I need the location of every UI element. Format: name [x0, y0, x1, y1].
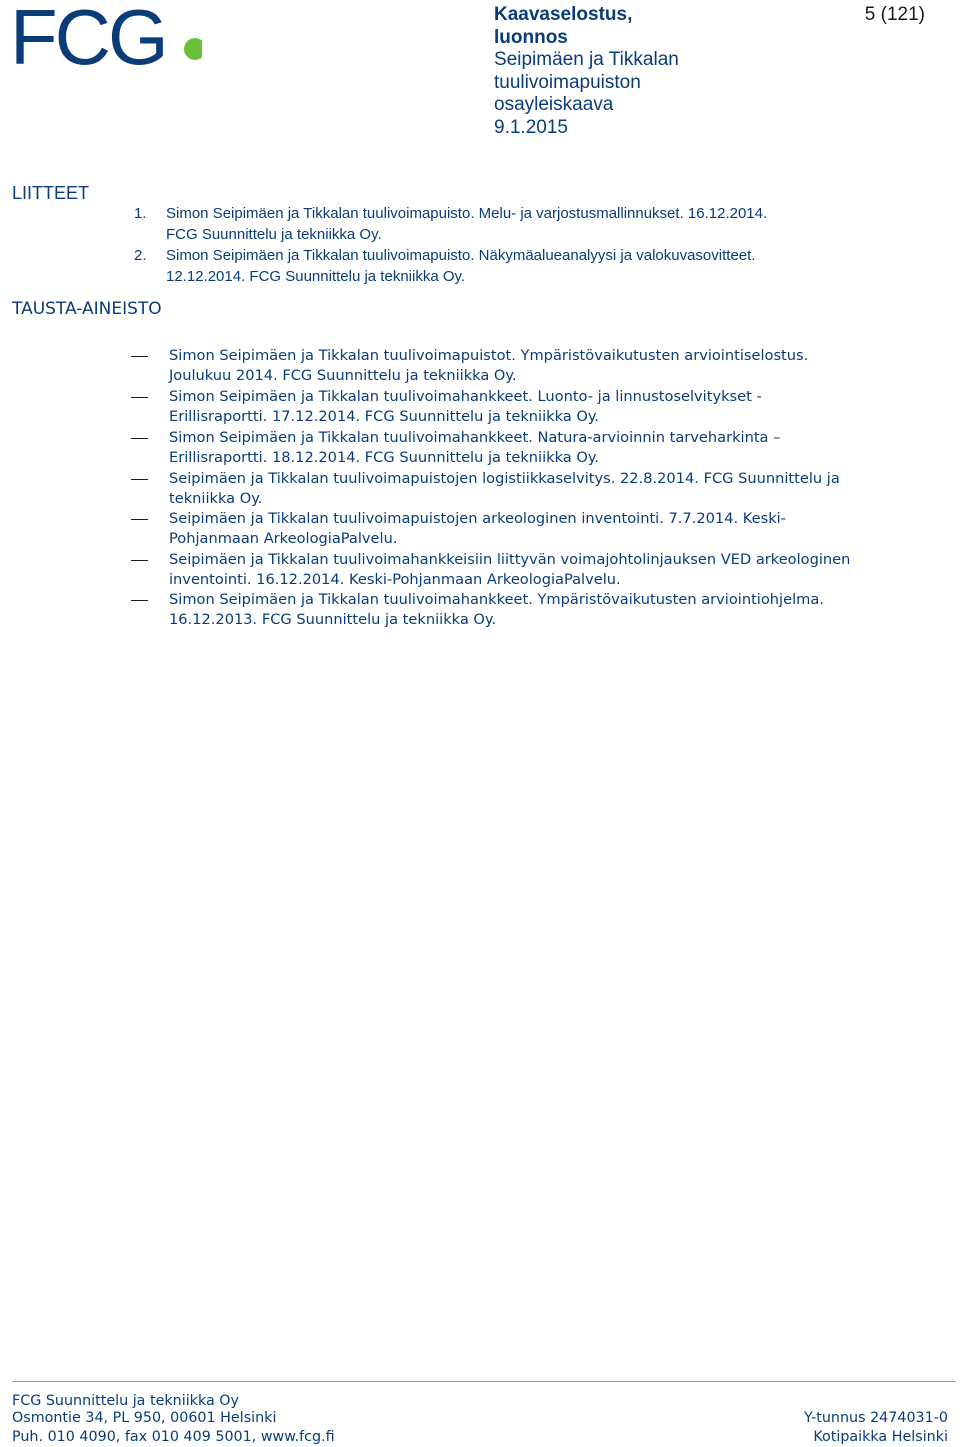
- title-line: Seipimäen ja Tikkalan: [494, 49, 679, 70]
- background-line: Simon Seipimäen ja Tikkalan tuulivoimahankkeet. Luonto- ja linnustoselvitykset -: [169, 388, 762, 405]
- background-line: Simon Seipimäen ja Tikkalan tuulivoimapuistot. Ympäristövaikutusten arviointiselostus.: [169, 347, 809, 364]
- background-line: 16.12.2013. FCG Suunnittelu ja tekniikka Oy.: [169, 611, 497, 629]
- page-number: 5 (121): [864, 4, 925, 25]
- title-line: luonnos: [494, 26, 568, 48]
- background-material-heading: TAUSTA-AINEISTO: [12, 299, 162, 319]
- dash-bullet: [131, 356, 148, 357]
- dash-bullet: [131, 438, 148, 439]
- title-line: 9.1.2015: [494, 116, 568, 138]
- attachment-line: 12.12.2014. FCG Suunnittelu ja tekniikka Oy.: [166, 268, 466, 285]
- logo-dot: [184, 38, 202, 60]
- dash-bullet: [131, 397, 148, 398]
- background-line: Erillisraportti. 18.12.2014. FCG Suunnittelu ja tekniikka Oy.: [169, 449, 600, 467]
- footer-company: FCG Suunnittelu ja tekniikka Oy: [12, 1393, 239, 1409]
- dash-bullet: [131, 479, 148, 480]
- title-line: tuulivoimapuiston: [494, 71, 641, 93]
- title-line: Kaavaselostus,: [494, 4, 633, 25]
- background-line: Seipimäen ja Tikkalan tuulivoimahankkeisiin liittyvän voimajohtolinjauksen VED arkeologinen: [169, 551, 851, 568]
- attachment-line: Simon Seipimäen ja Tikkalan tuulivoimapuisto. Melu- ja varjostusmallinnukset. 16.12.2014.: [166, 205, 768, 222]
- footer-business-id: Y-tunnus 2474031-0: [804, 1410, 948, 1426]
- title-line: osayleiskaava: [494, 94, 614, 115]
- attachment-item: [0, 203, 960, 245]
- background-line: inventointi. 16.12.2014. Keski-Pohjanmaan ArkeologiaPalvelu.: [169, 571, 621, 589]
- attachment-line: FCG Suunnittelu ja tekniikka Oy.: [166, 226, 382, 243]
- attachment-item: [0, 245, 960, 287]
- footer-domicile: Kotipaikka Helsinki: [813, 1429, 948, 1445]
- attachment-number: 1.: [134, 205, 147, 222]
- footer-contact: Puh. 010 4090, fax 010 409 5001, www.fcg.fi: [12, 1429, 335, 1445]
- background-line: Erillisraportti. 17.12.2014. FCG Suunnittelu ja tekniikka Oy.: [169, 408, 600, 426]
- dash-bullet: [131, 600, 148, 601]
- attachment-text: [166, 203, 946, 245]
- footer-address: Osmontie 34, PL 950, 00601 Helsinki: [12, 1410, 277, 1426]
- background-line: Joulukuu 2014. FCG Suunnittelu ja tekniikka Oy.: [169, 367, 517, 385]
- document-title: [494, 4, 814, 139]
- attachment-line: Simon Seipimäen ja Tikkalan tuulivoimapuisto. Näkymäalueanalyysi ja valokuvasovitteet.: [166, 247, 756, 264]
- attachment-number: 2.: [134, 247, 147, 264]
- background-line: tekniikka Oy.: [169, 490, 263, 508]
- background-line: Simon Seipimäen ja Tikkalan tuulivoimahankkeet. Natura-arvioinnin tarveharkinta –: [169, 429, 781, 446]
- dash-bullet: [131, 560, 148, 561]
- background-line: Seipimäen ja Tikkalan tuulivoimapuistojen logistiikkaselvitys. 22.8.2014. FCG Suunnittelu ja: [169, 470, 840, 487]
- attachment-text: [166, 245, 946, 287]
- background-line: Simon Seipimäen ja Tikkalan tuulivoimahankkeet. Ympäristövaikutusten arviointiohjelma.: [169, 591, 824, 608]
- background-line: Pohjanmaan ArkeologiaPalvelu.: [169, 530, 398, 548]
- attachments-heading: LIITTEET: [12, 183, 90, 203]
- fcg-logo: [12, 4, 202, 68]
- background-line: Seipimäen ja Tikkalan tuulivoimapuistojen arkeologinen inventointi. 7.7.2014. Keski-: [169, 510, 786, 527]
- dash-bullet: [131, 519, 148, 520]
- logo-wordmark: FCG: [12, 4, 166, 68]
- footer-divider: [12, 1381, 956, 1382]
